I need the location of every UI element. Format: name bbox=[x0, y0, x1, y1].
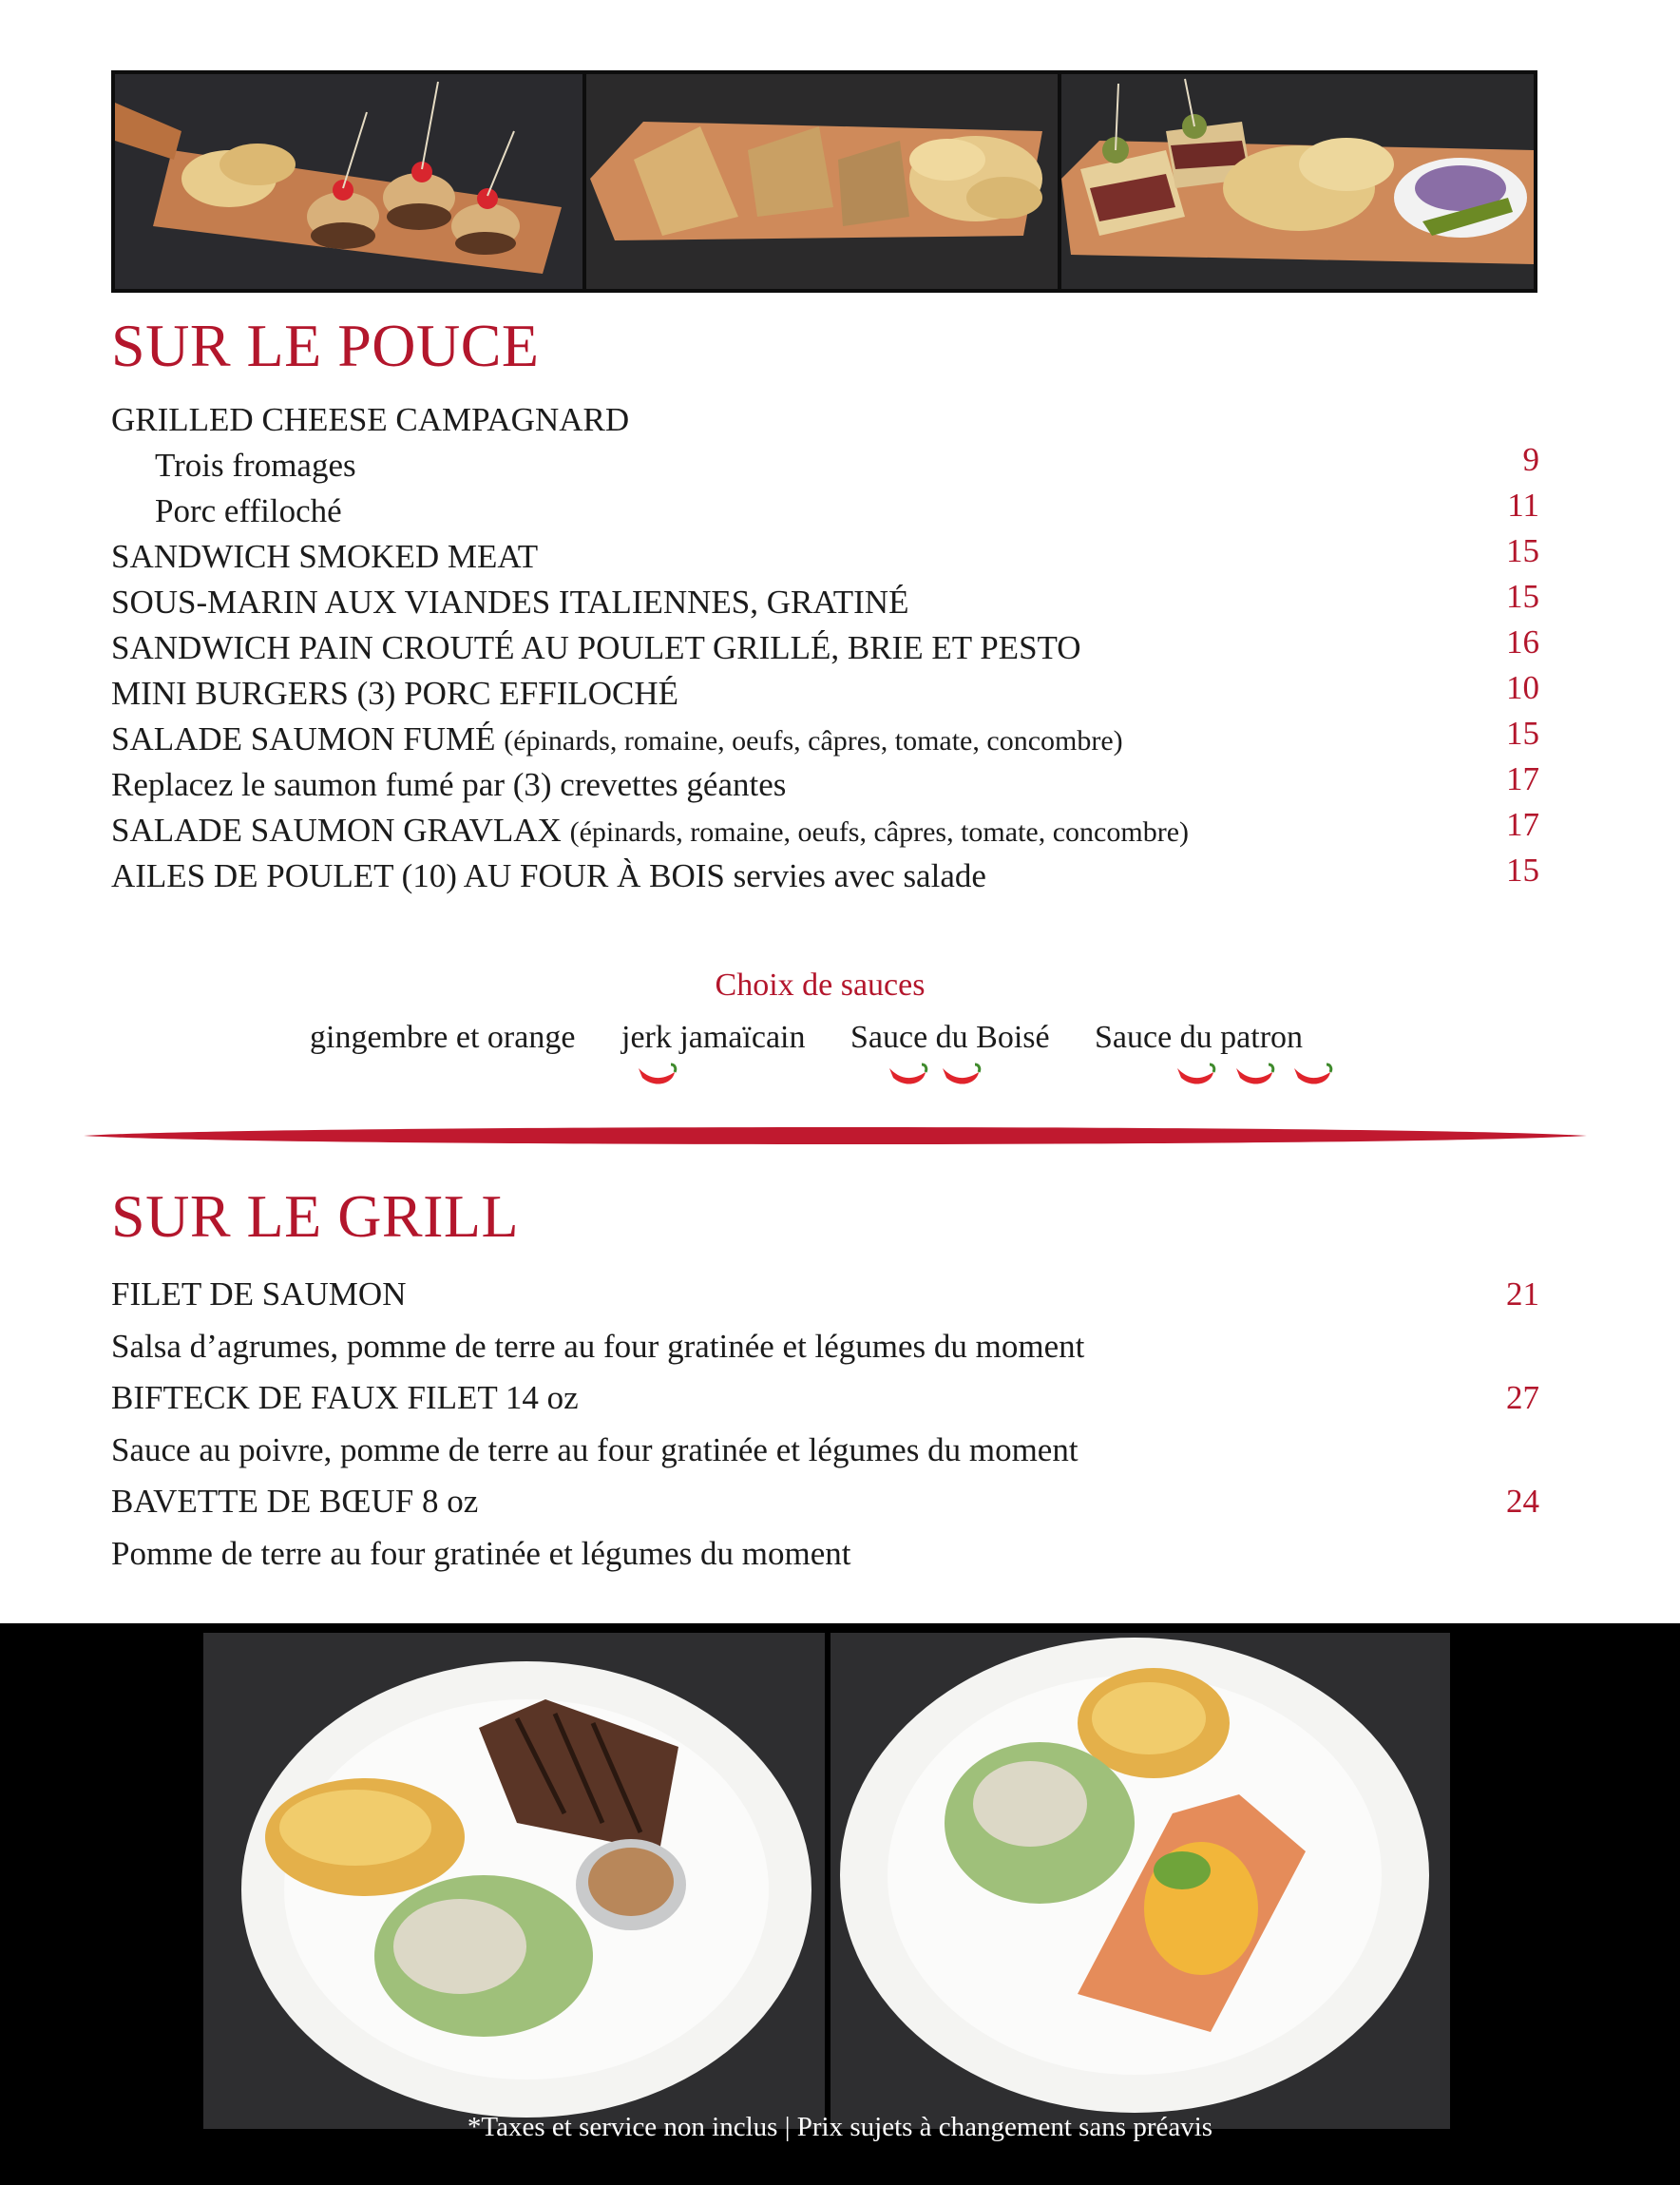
sauce-option: jerk jamaïcain bbox=[621, 1020, 806, 1055]
item-name: Porc effiloché bbox=[155, 492, 342, 529]
footer-note: *Taxes et service non inclus | Prix sujets à changement sans préavis bbox=[467, 2112, 1213, 2142]
item-name: GRILLED CHEESE CAMPAGNARD bbox=[111, 401, 630, 438]
section-title-sur-le-pouce: SUR LE POUCE bbox=[111, 312, 540, 379]
sauce-option: gingembre et orange bbox=[310, 1020, 576, 1055]
mini-burgers-photo bbox=[115, 74, 582, 289]
item-description: Salsa d’agrumes, pomme de terre au four gratinée et légumes du moment bbox=[111, 1328, 1085, 1365]
menu-item bbox=[111, 578, 1539, 625]
chili-pepper-icon bbox=[888, 1063, 929, 1089]
item-detail: (épinards, romaine, oeufs, câpres, tomate, concombre) bbox=[504, 725, 1123, 757]
item-price: 15 bbox=[1506, 852, 1539, 889]
salmon-plate-photo bbox=[830, 1633, 1450, 2129]
item-title: SALADE SAUMON GRAVLAX bbox=[111, 812, 562, 849]
item-name bbox=[111, 812, 1189, 850]
menu-item bbox=[111, 623, 1539, 671]
item-price: 24 bbox=[1506, 1483, 1539, 1520]
item-price: 11 bbox=[1507, 487, 1539, 524]
item-name: Trois fromages bbox=[155, 447, 356, 484]
chili-pepper-icon bbox=[1292, 1063, 1334, 1089]
sauce-option: Sauce du Boisé bbox=[850, 1020, 1050, 1055]
item-name: SANDWICH PAIN CROUTÉ AU POULET GRILLÉ, BRIE ET PESTO bbox=[111, 629, 1081, 666]
item-title: SALADE SAUMON FUMÉ bbox=[111, 720, 496, 757]
top-photo-strip bbox=[111, 70, 1537, 293]
item-name bbox=[111, 720, 1123, 758]
menu-item bbox=[111, 1379, 1539, 1425]
item-price: 15 bbox=[1506, 532, 1539, 569]
item-price: 21 bbox=[1506, 1275, 1539, 1313]
sauce-option: Sauce du patron bbox=[1095, 1020, 1304, 1055]
item-price: 17 bbox=[1506, 760, 1539, 797]
item-detail: (épinards, romaine, oeufs, câpres, tomate, concombre) bbox=[569, 816, 1189, 848]
item-name: BAVETTE DE BŒUF 8 oz bbox=[111, 1483, 479, 1520]
item-name: BIFTECK DE FAUX FILET 14 oz bbox=[111, 1379, 579, 1416]
section-title-sur-le-grill: SUR LE GRILL bbox=[111, 1182, 520, 1250]
item-price: 9 bbox=[1522, 441, 1539, 478]
item-price: 15 bbox=[1506, 715, 1539, 752]
menu-item bbox=[111, 669, 1539, 717]
item-name: FILET DE SAUMON bbox=[111, 1275, 407, 1313]
chili-pepper-icon bbox=[1234, 1063, 1276, 1089]
smoked-meat-photo bbox=[1061, 74, 1534, 289]
item-price: 10 bbox=[1506, 669, 1539, 706]
section-divider bbox=[84, 1124, 1587, 1147]
menu-item bbox=[111, 1483, 1539, 1528]
steak-plate-photo bbox=[203, 1633, 825, 2129]
chili-pepper-icon bbox=[1175, 1063, 1217, 1089]
chili-pepper-icon bbox=[637, 1063, 678, 1089]
menu-item bbox=[111, 532, 1539, 580]
item-description: Sauce au poivre, pomme de terre au four gratinée et légumes du moment bbox=[111, 1431, 1079, 1468]
item-description: Pomme de terre au four gratinée et légumes du moment bbox=[111, 1535, 851, 1572]
item-price: 27 bbox=[1506, 1379, 1539, 1416]
menu-item bbox=[111, 487, 1539, 534]
item-name: MINI BURGERS (3) PORC EFFILOCHÉ bbox=[111, 675, 678, 712]
item-price: 15 bbox=[1506, 578, 1539, 615]
grilled-cheese-photo bbox=[586, 74, 1058, 289]
chili-pepper-icon bbox=[941, 1063, 983, 1089]
menu-item bbox=[111, 852, 1539, 899]
sauce-choice-title: Choix de sauces bbox=[715, 968, 926, 1003]
menu-item bbox=[111, 760, 1539, 808]
item-price: 16 bbox=[1506, 623, 1539, 661]
item-price: 17 bbox=[1506, 806, 1539, 843]
menu-item bbox=[111, 1275, 1539, 1321]
item-name: Replacez le saumon fumé par (3) crevettes géantes bbox=[111, 766, 787, 803]
item-name: AILES DE POULET (10) AU FOUR À BOIS servies avec salade bbox=[111, 857, 986, 894]
menu-item bbox=[111, 806, 1539, 853]
menu-item bbox=[111, 441, 1539, 489]
item-name: SANDWICH SMOKED MEAT bbox=[111, 538, 539, 575]
menu-item bbox=[111, 715, 1539, 762]
menu-item bbox=[111, 401, 1539, 443]
item-name: SOUS-MARIN AUX VIANDES ITALIENNES, GRATINÉ bbox=[111, 584, 909, 621]
